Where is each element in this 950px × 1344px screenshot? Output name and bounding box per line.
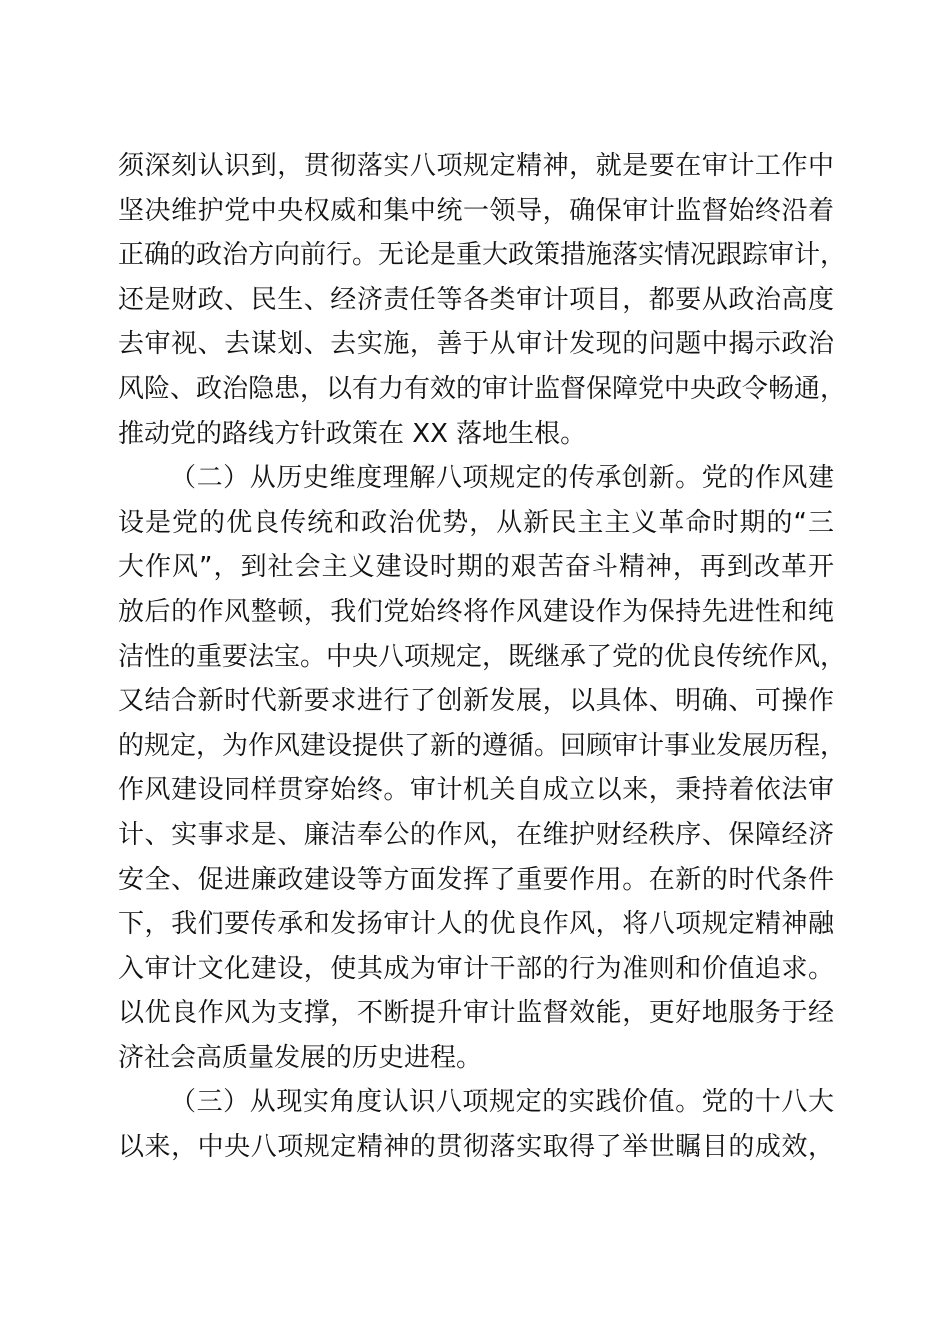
text-line: 坚决维护党中央权威和集中统一领导，确保审计监督始终沿着: [118, 195, 834, 226]
text-line: 安全、促进廉政建设等方面发挥了重要作用。在新的时代条件: [118, 864, 834, 895]
text-line: 下，我们要传承和发扬审计人的优良作风，将八项规定精神融: [118, 909, 834, 940]
text-line: 又结合新时代新要求进行了创新发展，以具体、明确、可操作: [118, 686, 834, 717]
text-line: 洁性的重要法宝。中央八项规定，既继承了党的优良传统作风，: [118, 641, 847, 672]
text-line: 去审视、去谋划、去实施，善于从审计发现的问题中揭示政治: [118, 329, 834, 360]
text-line: 设是党的优良传统和政治优势，从新民主主义革命时期的“三: [118, 507, 834, 538]
text-line: 须深刻认识到，贯彻落实八项规定精神，就是要在审计工作中: [118, 151, 834, 181]
text-line: 还是财政、民生、经济责任等各类审计项目，都要从政治高度: [118, 284, 834, 315]
text-line: 以来，中央八项规定精神的贯彻落实取得了举世瞩目的成效，: [118, 1132, 834, 1163]
text-line: 以优良作风为支撑，不断提升审计监督效能，更好地服务于经: [118, 998, 834, 1029]
paragraph-heading-line: （三）从现实角度认识八项规定的实践价值。党的十八大: [170, 1087, 834, 1118]
text-line: 正确的政治方向前行。无论是重大政策措施落实情况跟踪审计，: [118, 240, 847, 271]
text-line: 推动党的路线方针政策在 XX 落地生根。: [118, 418, 587, 449]
text-line: 计、实事求是、廉洁奉公的作风，在维护财经秩序、保障经济: [118, 819, 834, 850]
text-line: 放后的作风整顿，我们党始终将作风建设作为保持先进性和纯: [118, 596, 834, 627]
paragraph-heading-line: （二）从历史维度理解八项规定的传承创新。党的作风建: [170, 463, 834, 494]
text-line: 济社会高质量发展的历史进程。: [118, 1042, 483, 1073]
text-line: 的规定，为作风建设提供了新的遵循。回顾审计事业发展历程，: [118, 730, 847, 761]
text-line: 入审计文化建设，使其成为审计干部的行为准则和价值追求。: [118, 953, 834, 984]
text-line: 风险、政治隐患，以有力有效的审计监督保障党中央政令畅通，: [118, 373, 847, 404]
text-line: 作风建设同样贯穿始终。审计机关自成立以来，秉持着依法审: [118, 775, 834, 806]
text-line: 大作风”，到社会主义建设时期的艰苦奋斗精神，再到改革开: [118, 552, 834, 583]
document-body: [118, 144, 847, 1170]
